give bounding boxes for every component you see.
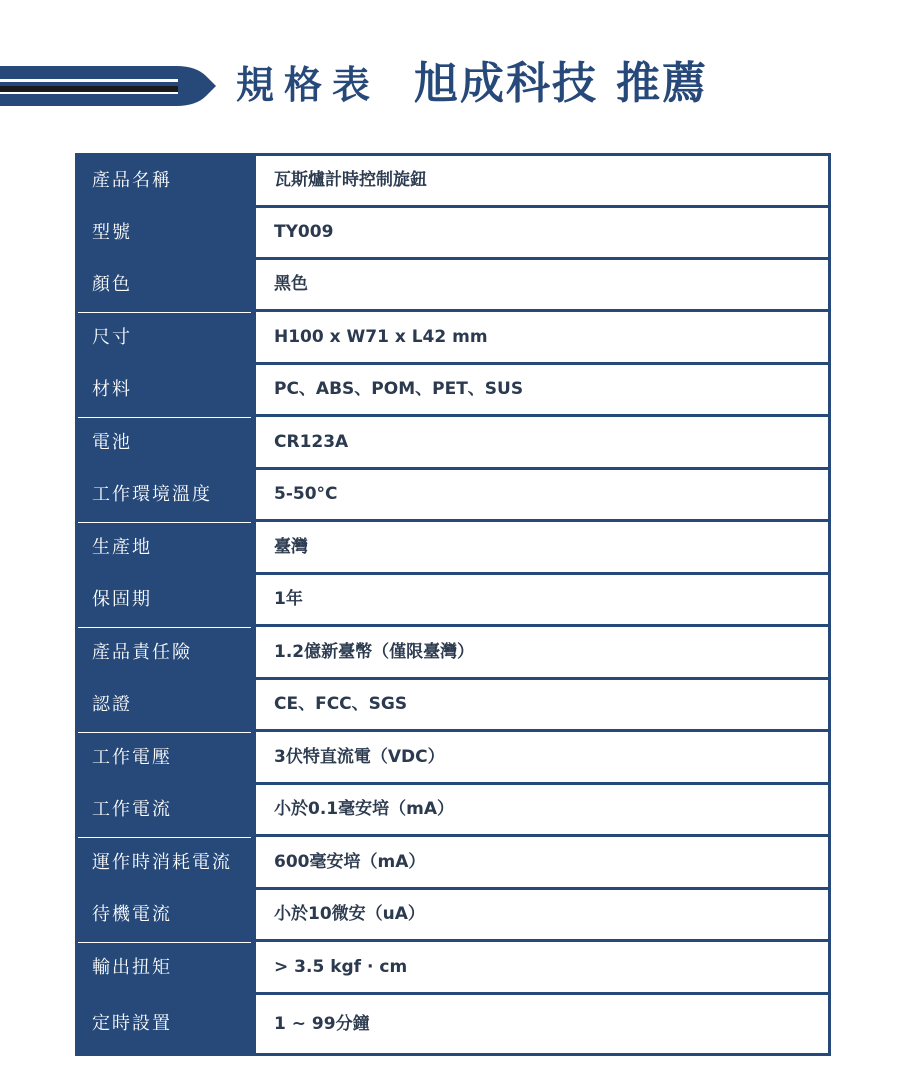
spec-value: 5-50°C xyxy=(274,484,338,504)
spec-row-running-current xyxy=(78,838,828,887)
spec-label: 定時設置 xyxy=(78,995,251,1053)
spec-label: 顏色 xyxy=(78,260,251,309)
spec-value: TY009 xyxy=(274,222,334,242)
page-title xyxy=(236,58,708,110)
spec-label: 輸出扭矩 xyxy=(78,943,251,992)
spec-row-warranty xyxy=(78,575,828,624)
spec-row-battery xyxy=(78,418,828,467)
spec-value: 小於10微安（uA） xyxy=(274,904,425,924)
spec-row-model xyxy=(78,208,828,257)
decorative-stripes-icon xyxy=(0,52,220,116)
spec-row-certification xyxy=(78,680,828,729)
spec-row-operating-current xyxy=(78,785,828,834)
spec-row-standby-current xyxy=(78,890,828,939)
spec-value: CR123A xyxy=(274,432,349,452)
spec-value: 1 ~ 99分鐘 xyxy=(274,1014,370,1034)
recommend-label: 推薦 xyxy=(616,58,709,109)
spec-value: 600毫安培（mA） xyxy=(274,852,426,872)
row-divider xyxy=(78,414,828,417)
spec-value: 瓦斯爐計時控制旋鈕 xyxy=(274,170,427,190)
spec-row-product-name xyxy=(78,156,828,205)
spec-title: 規格表 xyxy=(236,63,381,107)
spec-row-material xyxy=(78,365,828,414)
row-divider xyxy=(78,834,828,837)
spec-label: 材料 xyxy=(78,365,251,414)
row-divider xyxy=(78,729,828,732)
spec-label: 產品責任險 xyxy=(78,628,251,677)
spec-table xyxy=(75,153,831,1056)
row-divider xyxy=(78,519,828,522)
spec-value: CE、FCC、SGS xyxy=(274,694,408,714)
spec-label: 運作時消耗電流 xyxy=(78,838,251,887)
spec-row-size xyxy=(78,313,828,362)
row-divider xyxy=(78,309,828,312)
spec-label: 工作環境溫度 xyxy=(78,470,251,519)
spec-row-operating-temperature xyxy=(78,470,828,519)
spec-row-output-torque xyxy=(78,943,828,992)
spec-label: 型號 xyxy=(78,208,251,257)
spec-row-timer-setting xyxy=(78,995,828,1053)
spec-label: 生產地 xyxy=(78,523,251,572)
header xyxy=(0,52,900,116)
spec-label: 工作電流 xyxy=(78,785,251,834)
spec-value: 3伏特直流電（VDC） xyxy=(274,747,445,767)
spec-row-color xyxy=(78,260,828,309)
spec-row-operating-voltage xyxy=(78,733,828,782)
brand-name: 旭成科技 xyxy=(414,58,599,109)
spec-value: > 3.5 kgf · cm xyxy=(274,957,408,977)
spec-label: 電池 xyxy=(78,418,251,467)
spec-label: 尺寸 xyxy=(78,313,251,362)
row-divider xyxy=(78,624,828,627)
spec-value: PC、ABS、POM、PET、SUS xyxy=(274,379,524,399)
spec-value: 1年 xyxy=(274,589,303,609)
spec-value: 小於0.1毫安培（mA） xyxy=(274,799,454,819)
spec-row-origin xyxy=(78,523,828,572)
spec-label: 待機電流 xyxy=(78,890,251,939)
spec-value: 臺灣 xyxy=(274,537,308,557)
spec-label: 保固期 xyxy=(78,575,251,624)
spec-value: H100 x W71 x L42 mm xyxy=(274,327,488,347)
row-divider xyxy=(78,939,828,942)
spec-row-liability-insurance xyxy=(78,628,828,677)
spec-value: 黑色 xyxy=(274,274,308,294)
spec-label: 工作電壓 xyxy=(78,733,251,782)
spec-label: 產品名稱 xyxy=(78,156,251,205)
spec-value: 1.2億新臺幣（僅限臺灣） xyxy=(274,642,475,662)
spec-label: 認證 xyxy=(78,680,251,729)
